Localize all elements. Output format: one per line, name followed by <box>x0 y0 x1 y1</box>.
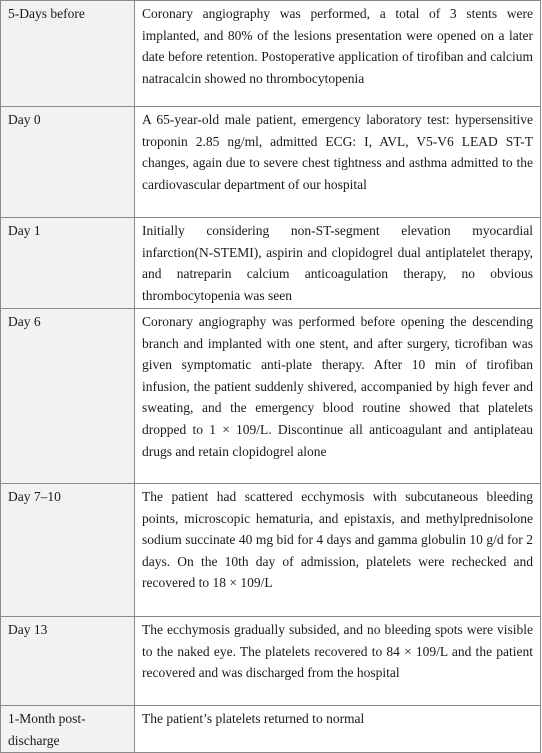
timepoint-cell: Day 1 <box>1 218 135 309</box>
table-row <box>1 107 541 218</box>
event-description-cell: A 65-year-old male patient, emergency laboratory test: hypersensitive troponin 2.85 ng/ml, admitted ECG: I, AVL, V5-V6 LEAD ST-T changes, again due to severe chest tightness and asthma admitted to the cardiovascular department of our hospital <box>135 107 541 218</box>
timepoint-cell: Day 6 <box>1 309 135 484</box>
timepoint-cell: Day 13 <box>1 617 135 706</box>
event-description-cell: The patient had scattered ecchymosis with subcutaneous bleeding points, microscopic hematuria, and epistaxis, and methylprednisolone sodium succinate 40 mg bid for 4 days and gamma globulin 10 g/d for 2 days. On the 10th day of admission, platelets were rechecked and recovered to 18 × 109/L <box>135 484 541 617</box>
timepoint-cell: Day 7–10 <box>1 484 135 617</box>
event-description-cell: Initially considering non-ST-segment elevation myocardial infarction(N-STEMI), aspirin and clopidogrel dual antiplatelet therapy, and natreparin calcium anticoagulation therapy, no obvious thrombocytopenia was seen <box>135 218 541 309</box>
timepoint-cell: Day 0 <box>1 107 135 218</box>
event-description-cell: The patient’s platelets returned to normal <box>135 706 541 753</box>
event-description-cell: The ecchymosis gradually subsided, and no bleeding spots were visible to the naked eye. The platelets recovered to 84 × 109/L and the patient recovered and was discharged from the hospital <box>135 617 541 706</box>
event-description-cell: Coronary angiography was performed, a total of 3 stents were implanted, and 80% of the lesions presentation were opened on a later date before retention. Postoperative application of tirofiban and calcium natracalcin showed no thrombocytopenia <box>135 1 541 107</box>
table-row <box>1 484 541 617</box>
event-description-cell: Coronary angiography was performed before opening the descending branch and implanted with one stent, and after surgery, ticrofiban was given symptomatic anti-plate therapy. After 10 min of tirofiban infusion, the patient suddenly shivered, accompanied by high fever and sweating, and the emergency blood routine showed that platelets dropped to 1 × 109/L. Discontinue all anticoagulant and antiplateau drugs and retain clopidogrel alone <box>135 309 541 484</box>
timepoint-cell: 1-Month post-discharge <box>1 706 135 753</box>
table-row <box>1 218 541 309</box>
table-row <box>1 706 541 753</box>
timepoint-cell: 5-Days before <box>1 1 135 107</box>
table-row <box>1 309 541 484</box>
table-row <box>1 617 541 706</box>
table-row <box>1 1 541 107</box>
